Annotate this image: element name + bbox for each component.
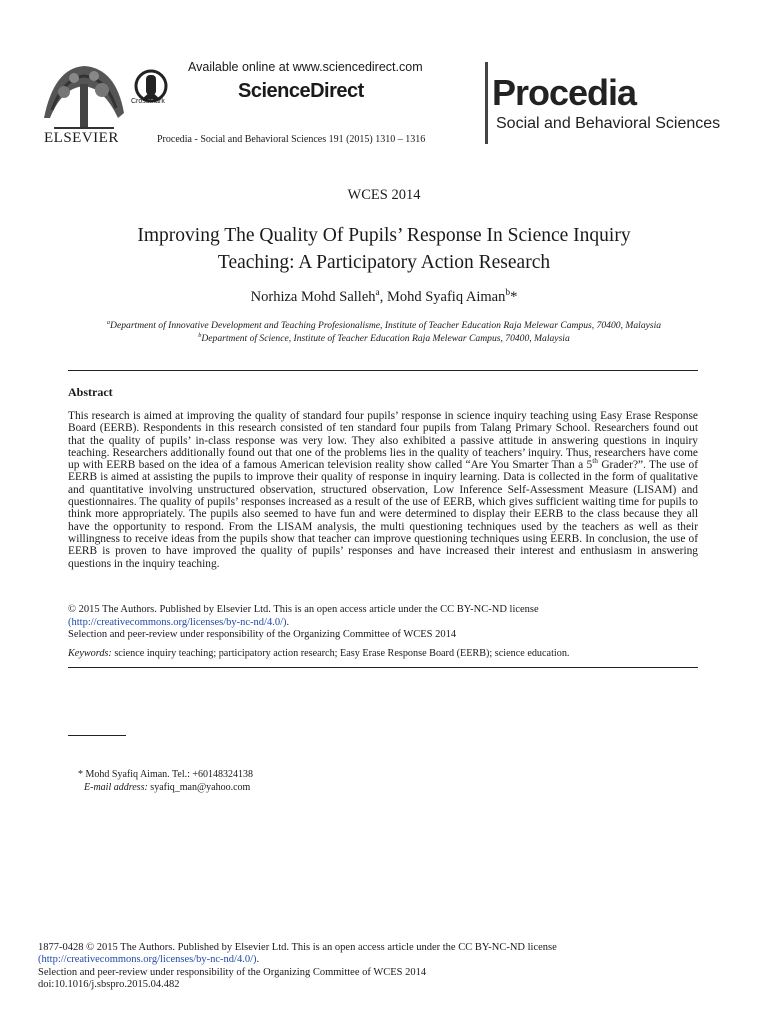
elsevier-wordmark: ELSEVIER [44,130,119,146]
keywords-list: science inquiry teaching; participatory action research; Easy Erase Response Board (EERB); science education. [111,648,570,659]
keywords-label: Keywords: [68,648,112,659]
footer-issn-line: 1877-0428 © 2015 The Authors. Published by Elsevier Ltd. This is an open access article under the CC BY-NC-ND license [38,942,557,953]
keywords [68,648,569,659]
footer-review-line: Selection and peer-review under responsibility of the Organizing Committee of WCES 2014 [38,966,427,978]
abstract-text [68,410,698,570]
affiliation-marker: a [375,288,380,299]
email-address[interactable]: syafiq_man@yahoo.com [147,782,251,793]
procedia-divider [485,62,488,144]
affiliation-a [0,320,768,331]
conference-name: WCES 2014 [347,187,421,203]
footnote-rule [68,735,126,736]
ordinal-suffix: th [592,456,599,466]
journal-citation: Procedia - Social and Behavioral Sciences 191 (2015) 1310 – 1316 [157,134,426,145]
affiliation-text: Department of Science, Institute of Teacher Education Raja Melewar Campus, 70400, Malaysia [201,333,570,344]
author-name: Norhiza Mohd Salleh [250,289,376,305]
available-online-text[interactable]: Available online at www.sciencedirect.com [188,60,423,74]
page-footer [38,942,557,992]
copyright-end: . [286,616,290,628]
license-link[interactable]: (http://creativecommons.org/licenses/by-nc-nd/4.0/) [68,616,287,628]
footer-license-link[interactable]: (http://creativecommons.org/licenses/by-nc-nd/4.0/) [38,954,257,966]
corresponding-marker: * [510,289,518,305]
title-line-1: Improving The Quality Of Pupils’ Response In Science Inquiry [137,225,631,246]
email-label: E-mail address: [84,782,148,793]
corresponding-author [78,768,253,794]
affiliation-marker: b [198,331,202,339]
affiliation-marker: a [106,318,111,326]
title-line-2: Teaching: A Participatory Action Research [217,252,551,273]
divider-bottom [68,667,698,668]
footer-link-end: . [256,954,260,966]
crossmark-label: CrossMark [131,98,165,105]
corresponding-author-line: * Mohd Syafiq Aiman. Tel.: +60148324138 [78,769,254,780]
procedia-subtitle: Social and Behavioral Sciences [496,115,721,132]
abstract-text-part: Grader?”. The use of EERB is aimed at assisting the pupils to improve their quality of response in inquiry learning. Data is collected in the form of qualitative and quantitative involving unstructured observation, structured observation, Low Inference Self-Assessment Measure (LISAM) and questionnaires. The quality of pupils’ responses increased as a result of the use of EERB, which gives sufficient waiting time for pupils to think more appropriately. The pupils also seemed to have fun and were determined to display their EERB to the class because they all have the opportunity to respond. From the LISAM analysis, the multi questioning techniques used by the teachers as well as their willingness to receive ideas from the pupils show that teacher can improve questioning techniques using EERB. In conclusion, the use of EERB is proven to have improved the quality of pupils’ responses and have increased their interest and enthusiasm in answering questions in the inquiry teaching. [68,459,698,570]
sciencedirect-wordmark[interactable]: ScienceDirect [238,80,364,102]
affiliation-text: Department of Innovative Development and Teaching Profesionalisme, Institute of Teacher Education Raja Melewar Campus, 70400, Malaysia [110,320,662,331]
procedia-wordmark: Procedia [492,72,637,113]
abstract-heading: Abstract [68,385,113,399]
copyright-notice [68,604,539,629]
author-list [0,289,768,306]
paper-title [60,222,708,276]
divider-top [68,370,698,371]
affiliation-b [0,333,768,344]
copyright-line: © 2015 The Authors. Published by Elsevier Ltd. This is an open access article under the CC BY-NC-ND license [68,604,539,615]
affiliation-marker: b [505,288,511,299]
footer-doi[interactable]: doi:10.1016/j.sbspro.2015.04.482 [38,979,180,991]
abstract-text-part: This research is aimed at improving the quality of standard four pupils’ response in science inquiry teaching using Easy Erase Response Board (EERB). Respondents in this research consisted of ten standard four pupils from Talang Primary School. Researchers found out that the quality of pupils’ in-class response was very low. They also exhibited a passive attitude in answering questions in inquiry teaching. Researchers additionally found out that one of the problems lies in the quality of teachers’ inquiry. Thus, researchers have come up with EERB based on the idea of a famous American television reality show called “Are You Smarter Than a 5 [68,410,698,472]
author-name: , Mohd Syafiq Aiman [379,289,506,305]
peer-review-notice: Selection and peer-review under responsibility of the Organizing Committee of WCES 2014 [68,629,457,640]
